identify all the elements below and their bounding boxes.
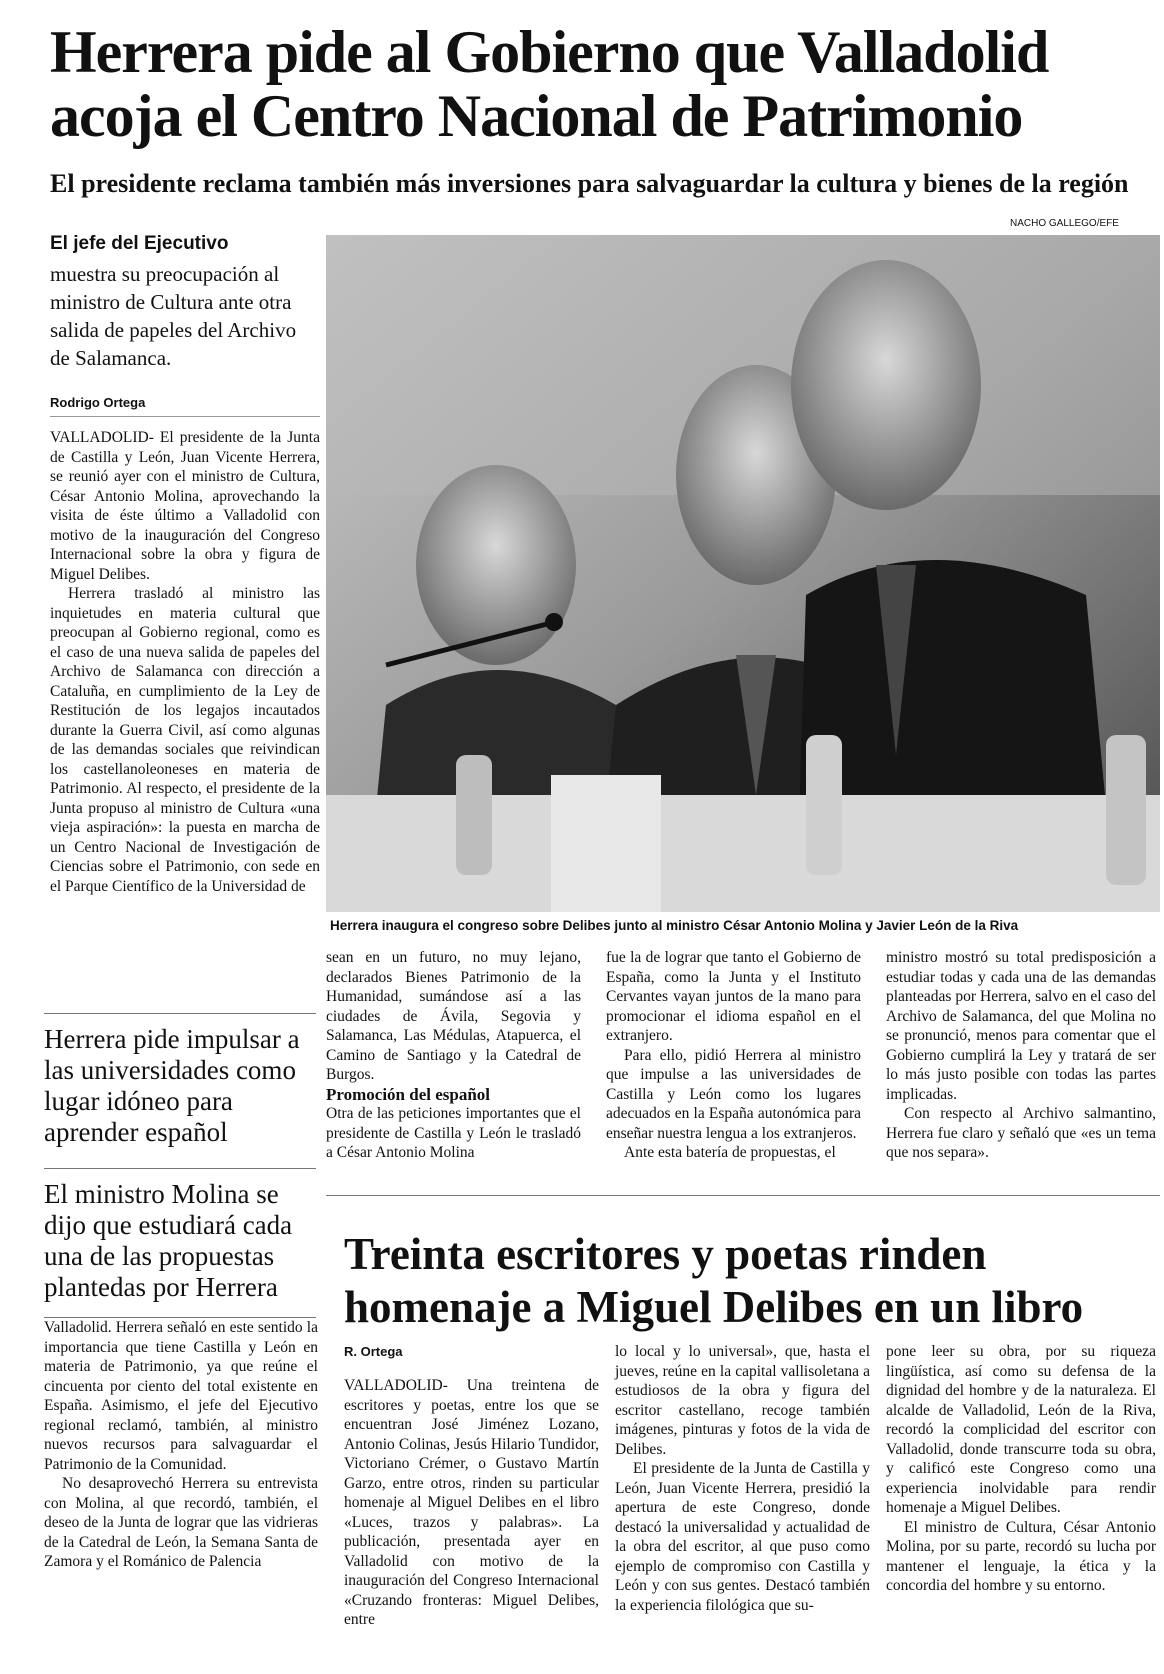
article-column-1: [50, 428, 320, 896]
paragraph: No desaprovechó Herrera su entrevista con Molina, al que recordó, también, el deseo de la Junta de lograr que las vidrieras de la Catedral de León, la Semana Santa de Zamora y el Románico de Palencia: [44, 1475, 318, 1570]
secondary-column-1: [344, 1376, 599, 1630]
article-column-1-continued: [44, 1318, 318, 1572]
article-column-4: [886, 948, 1156, 1163]
paragraph: Otra de las peticiones importantes que el presidente de Castilla y León le trasladó a César Antonio Molina: [326, 1105, 581, 1161]
paragraph: VALLADOLID- El presidente de la Junta de Castilla y León, Juan Vicente Herrera, se reunió ayer con el ministro de Cultura, César Antonio Molina, aprovechando la visita de éste último a Valladolid con motivo de la inauguración del Congreso Internacional sobre la obra y figura de Miguel Delibes.: [50, 429, 320, 583]
pull-quote: Herrera pide impulsar a las universidades como lugar idóneo para aprender español: [44, 1013, 316, 1148]
secondary-column-3: [886, 1342, 1156, 1596]
secondary-headline: Treinta escritores y poetas rinden homenaje a Miguel Delibes en un libro: [344, 1229, 1084, 1332]
paragraph: pone leer su obra, por su riqueza lingüística, así como su defensa de la dignidad del hombre y de la naturaleza. El alcalde de Valladolid, León de la Riva, recordó la complicidad del escritor con Valladolid, donde transcurre toda su obra, y calificó este Congreso como una experiencia inolvidable para rendir homenaje a Miguel Delibes.: [886, 1343, 1156, 1516]
paragraph: VALLADOLID- Una treintena de escritores y poetas, entre los que se encuentran José Jiménez Lozano, Antonio Colinas, Jesús Hilario Tundidor, Victoriano Crémer, o Gustavo Martín Garzo, entre otros, rinden su particular homenaje al Miguel Delibes en el libro «Luces, trazos y palabras». La publicación, presentada ayer en Valladolid con motivo de la inauguración del Congreso Internacional «Cruzando fronteras: Miguel Delibes, entre: [344, 1377, 599, 1628]
paragraph: Con respecto al Archivo salmantino, Herrera fue claro y señaló que «es un tema que nos separa».: [886, 1105, 1156, 1161]
news-photo: [326, 235, 1160, 912]
section-subhead: Promoción del español: [326, 1084, 491, 1104]
paragraph: Para ello, pidió Herrera al ministro que impulse a las universidades de Castilla y León como los lugares adecuados en la España autonómica para enseñar nuestra lengua a los extranjeros.: [606, 1046, 861, 1142]
paragraph: fue la de lograr que tanto el Gobierno de España, como la Junta y el Instituto Cervantes vayan juntos de la mano para promocionar el idioma español en el extranjero.: [606, 949, 861, 1044]
article-column-2: [326, 948, 581, 1163]
pull-quote: El ministro Molina se dijo que estudiará cada una de las propuestas plantedas por Herrera: [44, 1168, 316, 1318]
paragraph: El ministro de Cultura, César Antonio Molina, por su parte, recordó su lucha por mantener el lenguaje, la ética y la concordia del hombre y su entorno.: [886, 1518, 1156, 1594]
photo-caption: Herrera inaugura el congreso sobre Delibes junto al ministro César Antonio Molina y Javier León de la Riva: [330, 918, 1019, 933]
subheadline: El presidente reclama también más inversiones para salvaguardar la cultura y bienes de la región: [50, 169, 1129, 198]
headline: Herrera pide al Gobierno que Valladolid acoja el Centro Nacional de Patrimonio: [50, 19, 1049, 149]
secondary-byline: R. Ortega: [344, 1344, 403, 1359]
paragraph: lo local y lo universal», que, hasta el jueves, reúne en la capital vallisoletana a estudiosos de la obra y figura del escritor castellano, recoge también imágenes, pinturas y fotos de la vida de Delibes.: [615, 1343, 870, 1458]
lead-kicker: El jefe del Ejecutivo: [50, 233, 229, 254]
paragraph: Herrera trasladó al ministro las inquietudes en materia cultural que preocupan al Gobierno regional, como es el caso de una nueva salida de papeles del Archivo de Salamanca con dirección a Cataluña, en cumplimiento de la Ley de Restitución de los legajos incautados durante la Guerra Civil, así como algunas de las demandas sociales que reivindican los castellanoleoneses en materia de Patrimonio. Al respecto, el presidente de la Junta propuso al ministro de Cultura «una vieja aspiración»: la puesta en marcha de un Centro Nacional de Investigación de Ciencias sobre el Patrimonio, con sede en el Parque Científico de la Universidad de: [50, 585, 320, 895]
paragraph: El presidente de la Junta de Castilla y León, Juan Vicente Herrera, presidió la apertura de este Congreso, donde destacó la universalidad y actualidad de la obra del escritor, al que puso como ejemplo de compromiso con Castilla y León y con sus gentes. Destacó también la experiencia filológica que su-: [615, 1460, 870, 1614]
lead-intro: muestra su preocupación al ministro de Cultura ante otra salida de papeles del Archivo de Salamanca.: [50, 262, 297, 370]
paragraph: sean en un futuro, no muy lejano, declarados Bienes Patrimonio de la Humanidad, sumándose así a las ciudades de Ávila, Segovia y Salamanca, Las Médulas, Atapuerca, el Camino de Santiago y la Catedral de Burgos.: [326, 949, 581, 1083]
photo-credit: NACHO GALLEGO/EFE: [1010, 218, 1119, 229]
paragraph: Valladolid. Herrera señaló en este sentido la importancia que tiene Castilla y León en materia de Patrimonio, ya que reúne el cincuenta por ciento del total existente en España. Asimismo, el jefe del Ejecutivo regional reclamó, también, al ministro nuevos recursos para salvaguardar el Patrimonio de la Comunidad.: [44, 1319, 318, 1473]
section-divider: [326, 1195, 1160, 1196]
article-column-3: [606, 948, 861, 1163]
secondary-column-2: [615, 1342, 870, 1615]
byline: Rodrigo Ortega: [50, 395, 320, 417]
photo-image: [326, 235, 1160, 912]
paragraph: ministro mostró su total predisposición a estudiar todas y cada una de las demandas planteadas por Herrera, salvo en el caso del Archivo de Salamanca, del que Molina no se pronunció, menos para comentar que el Gobierno cumplirá la Ley y tratará de ser lo más justo posible con todas las partes implicadas.: [886, 949, 1156, 1103]
paragraph: Ante esta batería de propuestas, el: [624, 1144, 836, 1161]
